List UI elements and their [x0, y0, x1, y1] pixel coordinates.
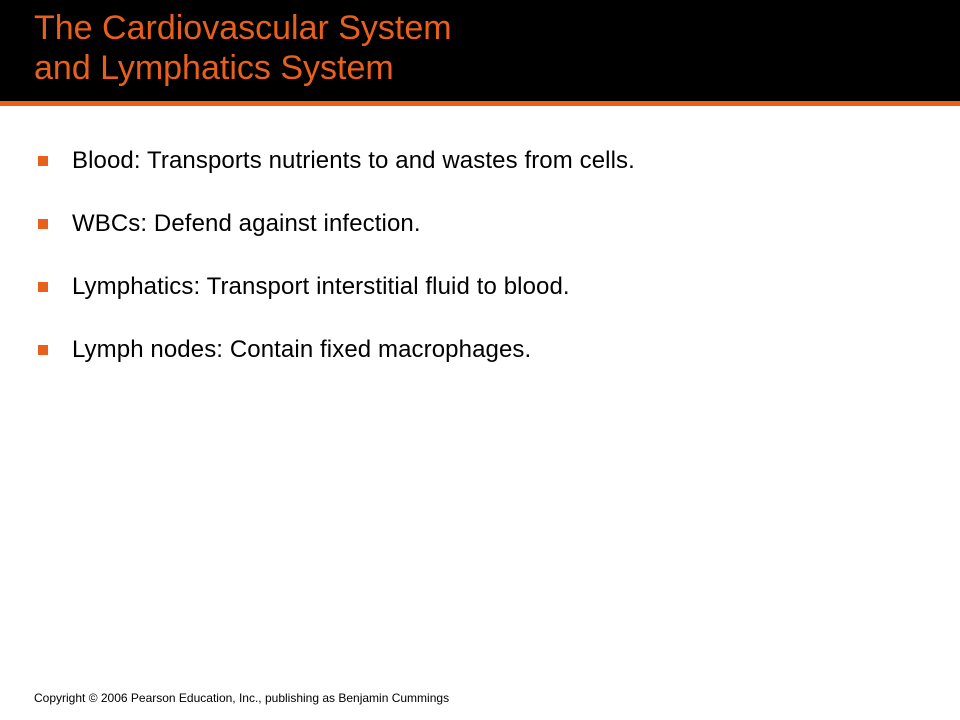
bullet-text: WBCs: Defend against infection.	[72, 209, 421, 237]
copyright-footer: Copyright © 2006 Pearson Education, Inc., publishing as Benjamin Cummings	[34, 691, 450, 705]
bullet-list	[38, 143, 635, 395]
title-underline	[0, 101, 960, 106]
bullet-text: Lymph nodes: Contain fixed macrophages.	[72, 335, 532, 363]
slide-title-line-1: The Cardiovascular System	[34, 9, 452, 47]
bullet-text: Blood: Transports nutrients to and wastes from cells.	[72, 146, 635, 174]
title-bar	[0, 0, 960, 101]
square-bullet-icon	[38, 345, 48, 355]
bullet-item	[38, 206, 635, 241]
slide-title-line-2: and Lymphatics System	[34, 49, 394, 87]
bullet-item	[38, 269, 635, 304]
bullet-item	[38, 143, 635, 178]
square-bullet-icon	[38, 156, 48, 166]
bullet-item	[38, 332, 635, 367]
slide-title	[34, 8, 452, 88]
square-bullet-icon	[38, 219, 48, 229]
square-bullet-icon	[38, 282, 48, 292]
bullet-text: Lymphatics: Transport interstitial fluid to blood.	[72, 272, 570, 300]
